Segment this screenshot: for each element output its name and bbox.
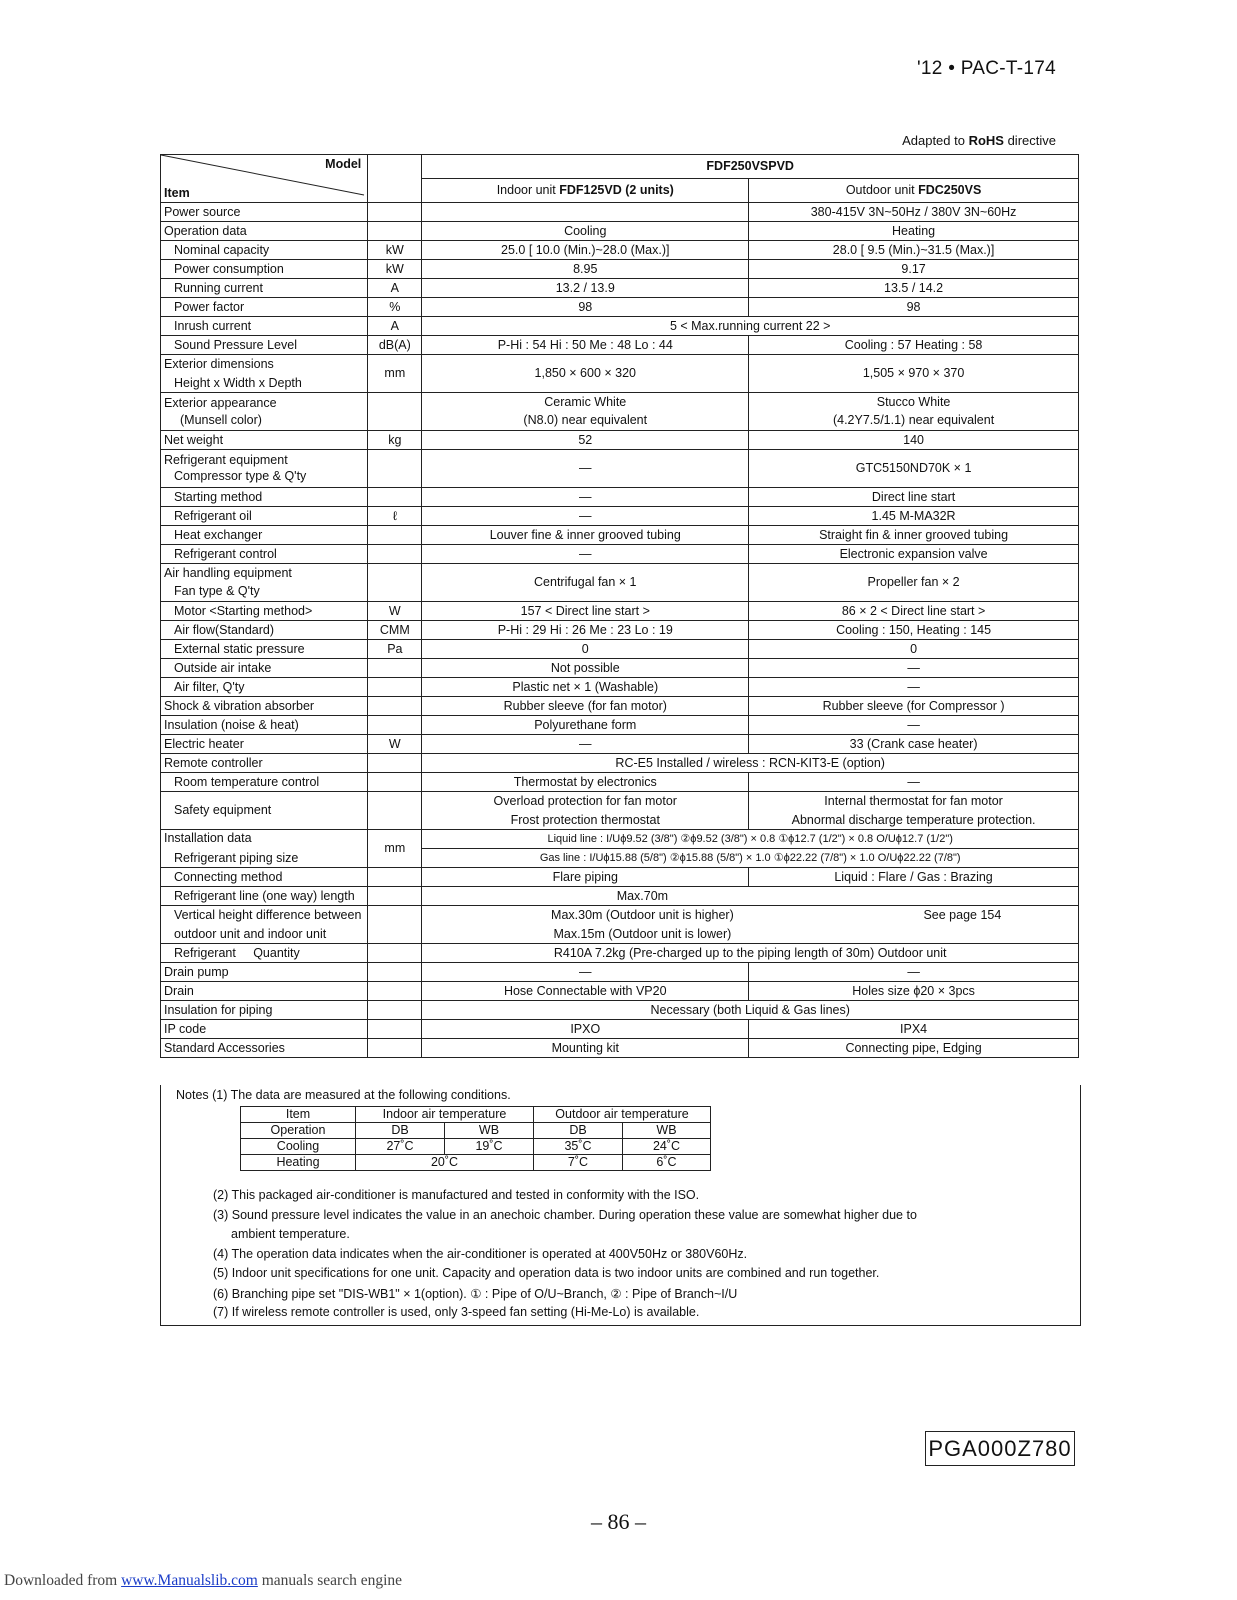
row-outside-air: Outside air intake Not possible — [161,659,1079,678]
row-room-temp: Room temperature control Thermostat by electronics — [161,773,1079,792]
rohs-bold: RoHS [968,133,1004,148]
rohs-note [902,133,1056,148]
conditions-table: Item Indoor air temperature Outdoor air temperature Operation DB WB DB WB Cooling 27˚C 19˚C 35˚C 24˚C Heating 20˚C 7˚C 6˚C [240,1106,711,1171]
row-net-weight: Net weight kg 52 140 [161,431,1079,450]
rohs-suffix: directive [1003,133,1056,148]
note-7: (7) If wireless remote controller is used, only 3-speed fan setting (Hi-Me-Lo) is available. [213,1305,700,1319]
note-2: (2) This packaged air-conditioner is manufactured and tested in conformity with the ISO. [213,1188,700,1202]
row-sound-pressure: Sound Pressure Level dB(A) P-Hi : 54 Hi : 50 Me : 48 Lo : 44 Cooling : 57 Heating : 58 [161,336,1079,355]
row-insulation-piping: Insulation for piping Necessary (both Liquid & Gas lines) [161,1001,1079,1020]
row-running-current: Running current A 13.2 / 13.9 13.5 / 14.2 [161,279,1079,298]
row-power-factor: Power factor % 98 98 [161,298,1079,317]
row-connecting-method: Connecting method Flare piping Liquid : Flare / Gas : Brazing [161,868,1079,887]
note-3a: (3) Sound pressure level indicates the value in an anechoic chamber. During operation these value are somewhat higher due to [213,1208,917,1222]
document-code: '12 • PAC-T-174 [916,58,1056,79]
row-refrigerant: Refrigerant Quantity R410A 7.2kg (Pre-charged up to the piping length of 30m) Outdoor unit [161,944,1079,963]
row-vertical: Vertical height difference between outdoor unit and indoor unit Max.30m (Outdoor unit is higher) Max.15m (Outdoor unit is lower) [161,906,1079,944]
row-refrigerant-equipment: Refrigerant equipment Compressor type & Q'ty — GTC5150ND70K × 1 [161,450,1079,488]
header-unit-cell [368,155,422,203]
row-ip-code: IP code IPXO IPX4 [161,1020,1079,1039]
row-refrigerant-oil: Refrigerant oil ℓ — 1.45 M-MA32R [161,507,1079,526]
row-exterior-dimensions: Exterior dimensions Height x Width x Depth mm 1,850 × 600 × 320 1,505 × 970 × 370 [161,355,1079,393]
row-electric-heater: Electric heater W — 33 (Crank case heater) [161,735,1079,754]
model-name: FDF250VSPVD [422,155,1079,179]
note-3b: ambient temperature. [231,1227,350,1241]
row-safety: Safety equipment Overload protection for fan motor Frost protection thermostat Internal thermostat for fan motor Abnormal discharge temperature protection. [161,792,1079,830]
note-6: (6) Branching pipe set "DIS-WB1" × 1(option). ① : Pipe of O/U~Branch, ② : Pipe of Branch~I/U [213,1287,738,1301]
row-insulation: Insulation (noise & heat) Polyurethane form — [161,716,1079,735]
note-5: (5) Indoor unit specifications for one unit. Capacity and operation data is two indoor units are combined and run together. [213,1266,880,1280]
row-operation-data: Operation data Cooling Heating [161,222,1079,241]
row-inrush-current: Inrush current A 5 < Max.running current 22 > [161,317,1079,336]
note-4: (4) The operation data indicates when the air-conditioner is operated at 400V50Hz or 380V60Hz. [213,1247,748,1261]
row-external-static: External static pressure Pa 0 0 [161,640,1079,659]
row-motor: Motor <Starting method> W 157 < Direct line start > 86 × 2 < Direct line start > [161,602,1079,621]
row-accessories: Standard Accessories Mounting kit Connecting pipe, Edging [161,1039,1079,1058]
row-nominal-capacity: Nominal capacity kW 25.0 [ 10.0 (Min.)~28.0 (Max.)] 28.0 [ 9.5 (Min.)~31.5 (Max.)] [161,241,1079,260]
row-air-handling: Air handling equipment Fan type & Q'ty Centrifugal fan × 1 Propeller fan × 2 [161,564,1079,602]
row-shock: Shock & vibration absorber Rubber sleeve (for fan motor) Rubber sleeve (for Compressor ) [161,697,1079,716]
row-heat-exchanger: Heat exchanger Louver fine & inner grooved tubing Straight fin & inner grooved tubing [161,526,1079,545]
page-number: – 86 – [591,1509,646,1534]
row-starting-method: Starting method — Direct line start [161,488,1079,507]
row-refrigerant-control: Refrigerant control — Electronic expansion valve [161,545,1079,564]
row-power-source: Power source 380-415V 3N~50Hz / 380V 3N~60Hz [161,203,1079,222]
download-footer: Downloaded from www.Manualslib.com manuals search engine [4,1572,403,1589]
row-installation-gas: Gas line : I/Uϕ15.88 (5/8") ②ϕ15.88 (5/8") × 1.0 ①ϕ22.22 (7/8") × 1.0 O/Uϕ22.22 (7/8") [161,849,1079,868]
row-drain-pump: Drain pump — — [161,963,1079,982]
row-line-length: Refrigerant line (one way) length Max.70m See page 154 [161,887,1079,906]
note-1: Notes (1) The data are measured at the following conditions. [176,1088,511,1102]
row-installation-liquid: Installation data Refrigerant piping size mm Liquid line : I/Uϕ9.52 (3/8") ②ϕ9.52 (3/8") × 0.8 ①ϕ12.7 (1/2") × 0.8 O/Uϕ12.7 (1/2") [161,830,1079,849]
indoor-unit-header: Indoor unit FDF125VD (2 units) [422,179,749,203]
model-label: Model [325,157,362,171]
row-air-flow: Air flow(Standard) CMM P-Hi : 29 Hi : 26 Me : 23 Lo : 19 Cooling : 150, Heating : 145 [161,621,1079,640]
outdoor-unit-header: Outdoor unit FDC250VS [749,179,1079,203]
notes-box [160,1085,1081,1326]
row-remote-controller: Remote controller RC-E5 Installed / wireless : RCN-KIT3-E (option) [161,754,1079,773]
rohs-prefix: Adapted to [902,133,969,148]
manualslib-link[interactable]: www.Manualslib.com [121,1572,258,1589]
row-power-consumption: Power consumption kW 8.95 9.17 [161,260,1079,279]
row-drain: Drain Hose Connectable with VP20 Holes size ϕ20 × 3pcs [161,982,1079,1001]
spec-table [160,154,1079,1058]
part-code: PGA000Z780 [925,1431,1075,1466]
row-exterior-appearance: Exterior appearance (Munsell color) Ceramic White (N8.0) near equivalent Stucco White (4.2Y7.5/1.1) near equivalent [161,393,1079,431]
header-diagonal-cell [161,155,368,203]
row-air-filter: Air filter, Q'ty Plastic net × 1 (Washable) — [161,678,1079,697]
item-label: Item [164,186,190,200]
